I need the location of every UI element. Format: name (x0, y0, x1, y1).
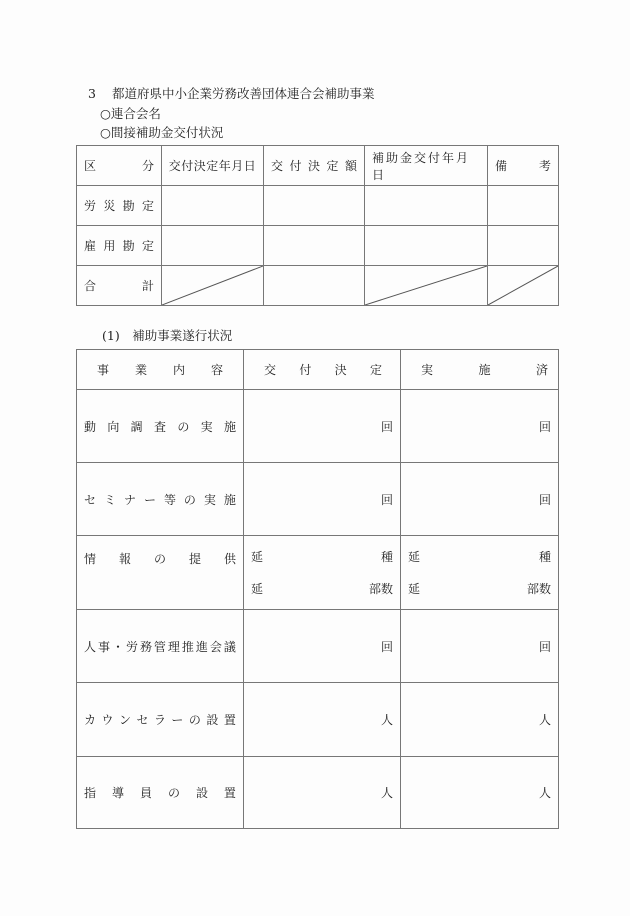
label-char: 勘 (122, 199, 135, 213)
table-row-info (77, 536, 559, 610)
header-char: 区 (84, 159, 97, 173)
label-char: 置 (223, 713, 236, 727)
unit-types: 種 (538, 549, 551, 564)
table-header-row (77, 350, 559, 390)
label-char: の (188, 713, 201, 727)
row-label (77, 226, 162, 266)
label-char: 雇 (84, 239, 97, 253)
label-char: 定 (141, 199, 154, 213)
cell-decided-count: 人 (244, 683, 401, 757)
info-copies-line (408, 580, 551, 598)
cell-decided-count: 回 (244, 390, 401, 463)
label-char: 設 (206, 713, 219, 727)
header-char: 交 (271, 159, 284, 173)
label-char: 報 (118, 552, 131, 566)
cell-decision-amount (264, 186, 365, 226)
header-char: 考 (538, 159, 551, 173)
total-prefix: 延 (408, 581, 421, 596)
label-char: 施 (223, 492, 236, 507)
table-row (77, 610, 559, 683)
cell-completed-count: 回 (401, 463, 559, 536)
header-char: 定 (326, 159, 339, 173)
label-char: 査 (153, 419, 166, 434)
label-char: ン (118, 713, 131, 727)
diagonal-strike-icon (365, 266, 487, 305)
header-char: 内 (172, 363, 185, 377)
label-char: 指 (84, 786, 97, 800)
header-char: 分 (141, 159, 154, 173)
label-char: 員 (139, 786, 152, 800)
label-char: 動 (84, 419, 97, 434)
header-char: 付 (289, 159, 302, 173)
label-char: の (183, 492, 196, 507)
header-decision-amount (264, 146, 365, 186)
header-category (77, 146, 162, 186)
unit-copies: 部数 (526, 581, 551, 596)
project-status-table (76, 349, 559, 829)
cell-decided-info (244, 536, 401, 610)
unit-copies: 部数 (368, 581, 393, 596)
indirect-subsidy-label: ○間接補助金交付状況 (100, 125, 224, 140)
label-char: の (153, 552, 166, 566)
label-char: 定 (141, 239, 154, 253)
section-heading (88, 84, 374, 102)
row-label (77, 610, 244, 683)
table-row-total (77, 266, 559, 306)
info-copies-line (251, 580, 393, 598)
header-completed (401, 350, 559, 390)
label-char: 勘 (122, 239, 135, 253)
table-row (77, 683, 559, 757)
label-char: 議 (223, 639, 236, 654)
label-char: 調 (130, 419, 143, 434)
label-char: ー (143, 492, 156, 507)
cell-remarks-struck (488, 266, 559, 306)
header-subsidy-date (365, 146, 488, 186)
label-char: カ (84, 713, 97, 727)
header-text: 補助金交付年月日 (372, 150, 471, 182)
header-char: 決 (307, 159, 320, 173)
table-header-row (77, 146, 559, 186)
table-row (77, 757, 559, 829)
header-char: 交 (264, 363, 277, 377)
label-char: 計 (141, 279, 154, 293)
label-char: ラ (153, 713, 166, 727)
cell-decision-amount (264, 266, 365, 306)
label-char: 供 (223, 552, 236, 566)
row-label (77, 536, 244, 610)
label-char: 事 (97, 639, 110, 654)
row-label (77, 463, 244, 536)
label-char: 人 (84, 639, 97, 654)
cell-decision-date (162, 186, 264, 226)
label-char: の (167, 786, 180, 800)
cell-completed-info (401, 536, 559, 610)
cell-decided-count: 回 (244, 463, 401, 536)
header-char: 容 (210, 363, 223, 377)
header-char: 済 (535, 363, 548, 377)
label-char: 導 (111, 786, 124, 800)
row-label (77, 266, 162, 306)
header-char: 定 (369, 363, 382, 377)
total-prefix: 延 (251, 581, 264, 596)
label-char: 情 (84, 552, 97, 566)
label-char: の (177, 419, 190, 434)
label-char: 管 (153, 639, 166, 654)
cell-remarks (488, 186, 559, 226)
info-types-line (251, 548, 393, 566)
cell-subsidy-date-struck (365, 266, 488, 306)
label-char: 向 (107, 419, 120, 434)
label-char: 施 (223, 419, 236, 434)
label-char: 務 (139, 639, 152, 654)
table-row-koyou (77, 226, 559, 266)
cell-subsidy-date (365, 186, 488, 226)
row-label (77, 757, 244, 829)
cell-completed-count: 人 (401, 757, 559, 829)
cell-completed-count: 回 (401, 390, 559, 463)
label-char: 置 (223, 786, 236, 800)
header-char: 備 (495, 159, 508, 173)
federation-name-label: ○連合会名 (100, 106, 161, 121)
cell-completed-count: 人 (401, 683, 559, 757)
header-char: 事 (97, 363, 110, 377)
indirect-subsidy-table (76, 145, 559, 306)
label-char: 実 (200, 419, 213, 434)
label-char: 設 (195, 786, 208, 800)
label-char: セ (136, 713, 149, 727)
info-types-line (408, 548, 551, 566)
diagonal-strike-icon (488, 266, 558, 305)
cell-decision-date-struck (162, 266, 264, 306)
project-status-heading: (1) 補助事業遂行状況 (102, 328, 233, 343)
header-remarks (488, 146, 559, 186)
label-char: 実 (203, 492, 216, 507)
header-char: 額 (344, 159, 357, 173)
cell-decided-count: 人 (244, 757, 401, 829)
label-char: 理 (167, 639, 180, 654)
label-char: セ (84, 492, 97, 507)
section-title: 都道府県中小企業労務改善団体連合会補助事業 (111, 86, 375, 101)
header-char: 実 (421, 363, 434, 377)
label-char: 会 (209, 639, 222, 654)
cell-remarks (488, 226, 559, 266)
cell-decision-date (162, 226, 264, 266)
table-row-rousai (77, 186, 559, 226)
label-char: 災 (103, 199, 116, 213)
label-char: ナ (123, 492, 136, 507)
label-char: 等 (163, 492, 176, 507)
cell-decided-count: 回 (244, 610, 401, 683)
label-char: ー (171, 713, 184, 727)
label-char: 進 (195, 639, 208, 654)
table-row (77, 463, 559, 536)
header-char: 決 (334, 363, 347, 377)
total-prefix: 延 (251, 549, 264, 564)
label-char: 提 (188, 552, 201, 566)
header-char: 付 (299, 363, 312, 377)
label-char: ウ (101, 713, 114, 727)
label-char: ・ (111, 639, 124, 654)
cell-decision-amount (264, 226, 365, 266)
unit-types: 種 (380, 549, 393, 564)
label-char: 労 (125, 639, 138, 654)
total-prefix: 延 (408, 549, 421, 564)
header-decided (244, 350, 401, 390)
label-char: ミ (103, 492, 116, 507)
header-decision-date: 交付決定年月日 (162, 146, 264, 186)
table-row (77, 390, 559, 463)
cell-completed-count: 回 (401, 610, 559, 683)
section-number: 3 (88, 86, 96, 101)
diagonal-strike-icon (162, 266, 263, 305)
row-label (77, 186, 162, 226)
label-char: 用 (103, 239, 116, 253)
cell-subsidy-date (365, 226, 488, 266)
header-char: 業 (134, 363, 147, 377)
row-label (77, 683, 244, 757)
header-char: 施 (478, 363, 491, 377)
label-char: 推 (181, 639, 194, 654)
row-label (77, 390, 244, 463)
label-char: 合 (84, 279, 97, 293)
header-project-content (77, 350, 244, 390)
label-char: 労 (84, 199, 97, 213)
